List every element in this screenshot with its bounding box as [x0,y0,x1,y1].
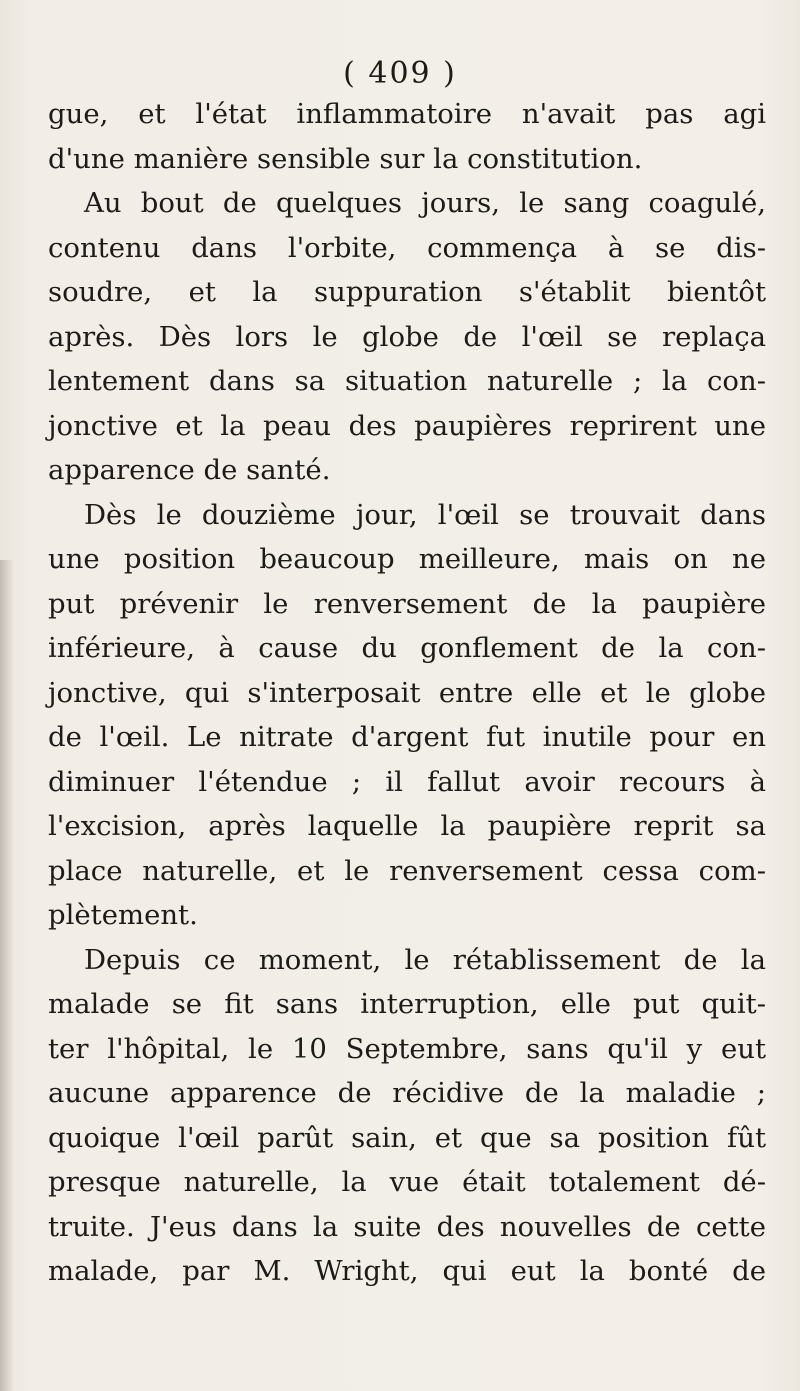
text-line: malade se fit sans interruption, elle put quit- [48,988,766,1020]
text-line: put prévenir le renversement de la paupière [48,587,766,620]
text-line: lentement dans sa situation naturelle ; la con- [48,365,766,397]
text-line: inférieure, à cause du gonflement de la con- [48,632,766,664]
text-line: jonctive et la peau des paupières reprirent une [48,409,766,442]
text-line: une position beaucoup meilleure, mais on ne [48,543,766,575]
text-line: Depuis ce moment, le rétablissement de la [84,943,766,976]
text-line: Au bout de quelques jours, le sang coagulé, [84,187,766,219]
gutter-shadow [0,560,14,1391]
page-number: ( 409 ) [343,56,457,91]
text-line: après. Dès lors le globe de l'œil se replaça [48,320,766,353]
text-line: Dès le douzième jour, l'œil se trouvait dans [84,498,766,531]
text-line: ter l'hôpital, le 10 Septembre, sans qu'il y eut [48,1032,766,1065]
text-line: gue, et l'état inflammatoire n'avait pas agi [48,98,766,130]
text-line: de l'œil. Le nitrate d'argent fut inutile pour en [48,721,766,753]
text-line: soudre, et la suppuration s'établit bientôt [48,276,766,308]
text-line: presque naturelle, la vue était totalement dé- [48,1166,766,1198]
text-line: truite. J'eus dans la suite des nouvelles de cette [48,1210,766,1243]
text-line: contenu dans l'orbite, commença à se dis- [48,231,766,264]
text-line: diminuer l'étendue ; il fallut avoir recours à [48,765,766,798]
text-line: l'excision, après laquelle la paupière reprit sa [48,810,766,842]
text-line: jonctive, qui s'interposait entre elle et le globe [48,676,766,709]
text-line: quoique l'œil parût sain, et que sa position fût [48,1121,766,1154]
text-line: aucune apparence de récidive de la maladie ; [48,1077,766,1109]
body-text [48,92,766,1294]
text-line: apparence de santé. [48,454,331,486]
text-line: plètement. [48,899,198,931]
text-line: d'une manière sensible sur la constitution. [48,142,643,175]
text-line: malade, par M. Wright, qui eut la bonté de [48,1255,766,1287]
text-line: place naturelle, et le renversement cessa com- [48,854,766,887]
